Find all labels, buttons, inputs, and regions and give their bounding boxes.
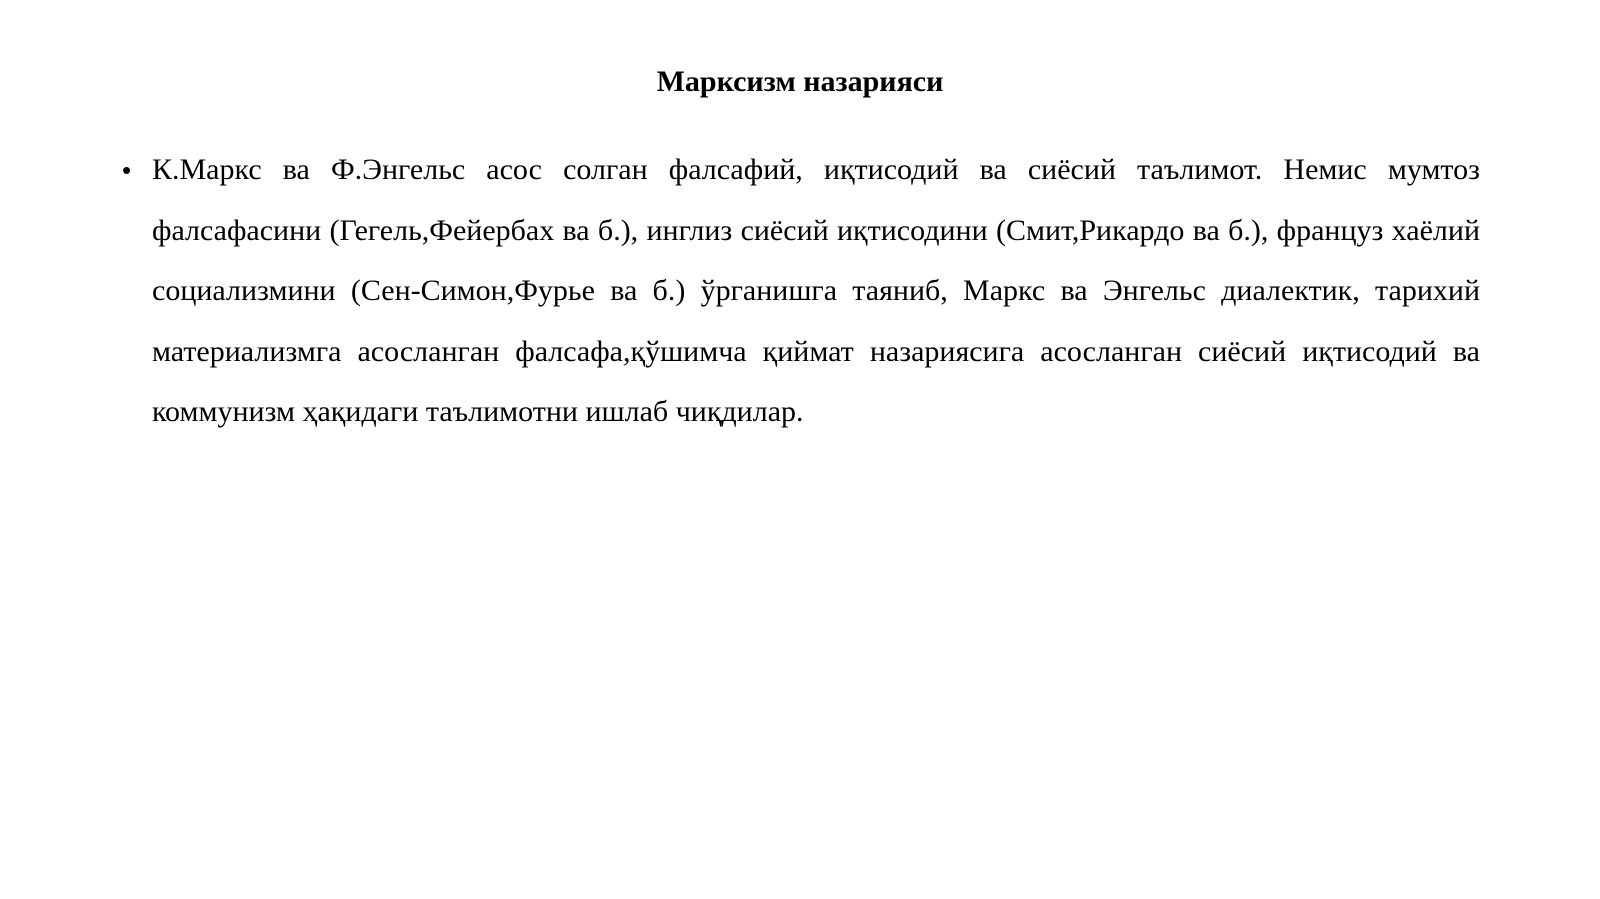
bullet-text: К.Маркс ва Ф.Энгельс асос солган фалсафий, иқтисодий ва сиёсий таълимот. Немис мумтоз фалсафасини (Гегель,Фейербах ва б.), инглиз сиёсий иқтисодини (Смит,Рикардо ва б.), француз хаёлий социализмини (Сен-Симон,Фурье ва б.) ўрганишга таяниб, Маркс ва Энгельс диалектик, тарихий материализмга асосланган фалсафа,қўшимча қиймат назариясига асосланган сиёсий иқтисодий ва коммунизм ҳақидаги таълимотни ишлаб чиқдилар.: [152, 153, 1480, 428]
bullet-list: [120, 140, 1480, 443]
bullet-dot-icon: •: [122, 155, 132, 185]
bullet-item: [120, 140, 1480, 443]
slide-title: Марксизм назарияси: [656, 65, 944, 98]
